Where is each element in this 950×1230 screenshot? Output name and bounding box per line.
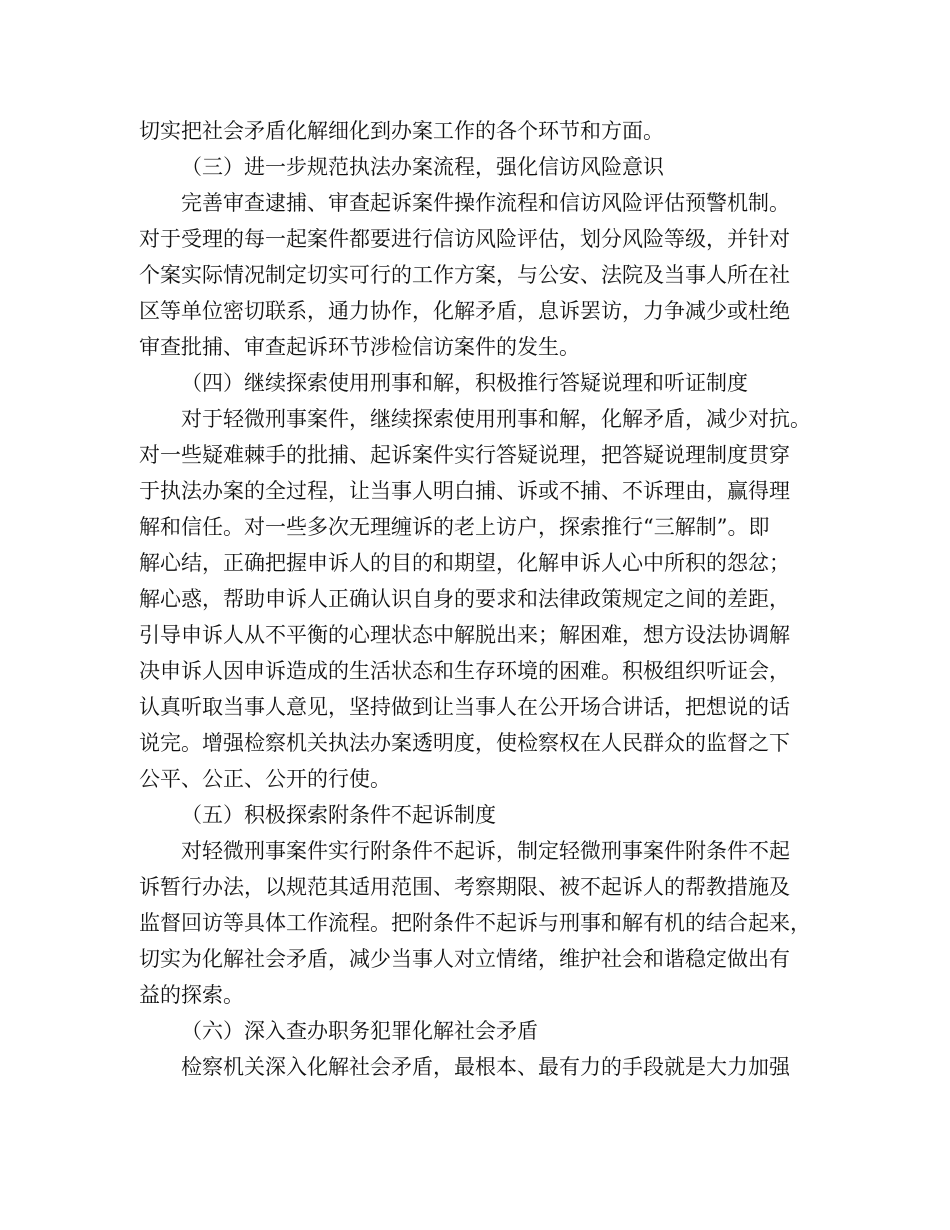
paragraph-start: 完善审查逮捕、审查起诉案件操作流程和信访风险评估预警机制。 [181, 191, 790, 215]
paragraph-start: 对于轻微刑事案件，继续探索使用刑事和解，化解矛盾，减少对抗。 [181, 407, 811, 431]
body-line: 审查批捕、审查起诉环节涉检信访案件的发生。 [139, 335, 580, 359]
body-line: 切实把社会矛盾化解细化到办案工作的各个环节和方面。 [139, 119, 664, 143]
body-line: 认真听取当事人意见，坚持做到让当事人在公开场合讲话，把想说的话 [139, 695, 790, 719]
body-line: 监督回访等具体工作流程。把附条件不起诉与刑事和解有机的结合起来， [139, 911, 811, 935]
body-line: 个案实际情况制定切实可行的工作方案，与公安、法院及当事人所在社 [139, 263, 790, 287]
body-line: 于执法办案的全过程，让当事人明白捕、诉或不捕、不诉理由，赢得理 [139, 479, 790, 503]
body-line: 引导申诉人从不平衡的心理状态中解脱出来；解困难，想方设法协调解 [139, 623, 790, 647]
body-line: 诉暂行办法，以规范其适用范围、考察期限、被不起诉人的帮教措施及 [139, 875, 790, 899]
section-heading-5: （五）积极探索附条件不起诉制度 [181, 803, 496, 827]
body-line: 公平、公正、公开的行使。 [139, 767, 391, 791]
section-heading-6: （六）深入查办职务犯罪化解社会矛盾 [181, 1019, 538, 1043]
document-body [139, 113, 829, 1085]
body-line: 决申诉人因申诉造成的生活状态和生存环境的困难。积极组织听证会， [139, 659, 790, 683]
body-line: 解心结，正确把握申诉人的目的和期望，化解申诉人心中所积的怨忿； [139, 551, 790, 575]
body-line: 解心惑，帮助申诉人正确认识自身的要求和法律政策规定之间的差距， [139, 587, 790, 611]
body-line: 益的探索。 [139, 983, 244, 1007]
body-line: 说完。增强检察机关执法办案透明度，使检察权在人民群众的监督之下 [139, 731, 790, 755]
body-line: 解和信任。对一些多次无理缠诉的老上访户，探索推行“三解制”。即 [139, 515, 770, 539]
section-heading-4: （四）继续探索使用刑事和解，积极推行答疑说理和听证制度 [181, 371, 748, 395]
body-line: 区等单位密切联系，通力协作，化解矛盾，息诉罢访，力争减少或杜绝 [139, 299, 790, 323]
section-heading-3: （三）进一步规范执法办案流程，强化信访风险意识 [181, 155, 664, 179]
body-line: 对一些疑难棘手的批捕、起诉案件实行答疑说理，把答疑说理制度贯穿 [139, 443, 790, 467]
body-line: 对于受理的每一起案件都要进行信访风险评估，划分风险等级，并针对 [139, 227, 790, 251]
paragraph-start: 对轻微刑事案件实行附条件不起诉，制定轻微刑事案件附条件不起 [181, 839, 790, 863]
body-line: 切实为化解社会矛盾，减少当事人对立情绪，维护社会和谐稳定做出有 [139, 947, 790, 971]
paragraph-start: 检察机关深入化解社会矛盾，最根本、最有力的手段就是大力加强 [181, 1055, 790, 1079]
